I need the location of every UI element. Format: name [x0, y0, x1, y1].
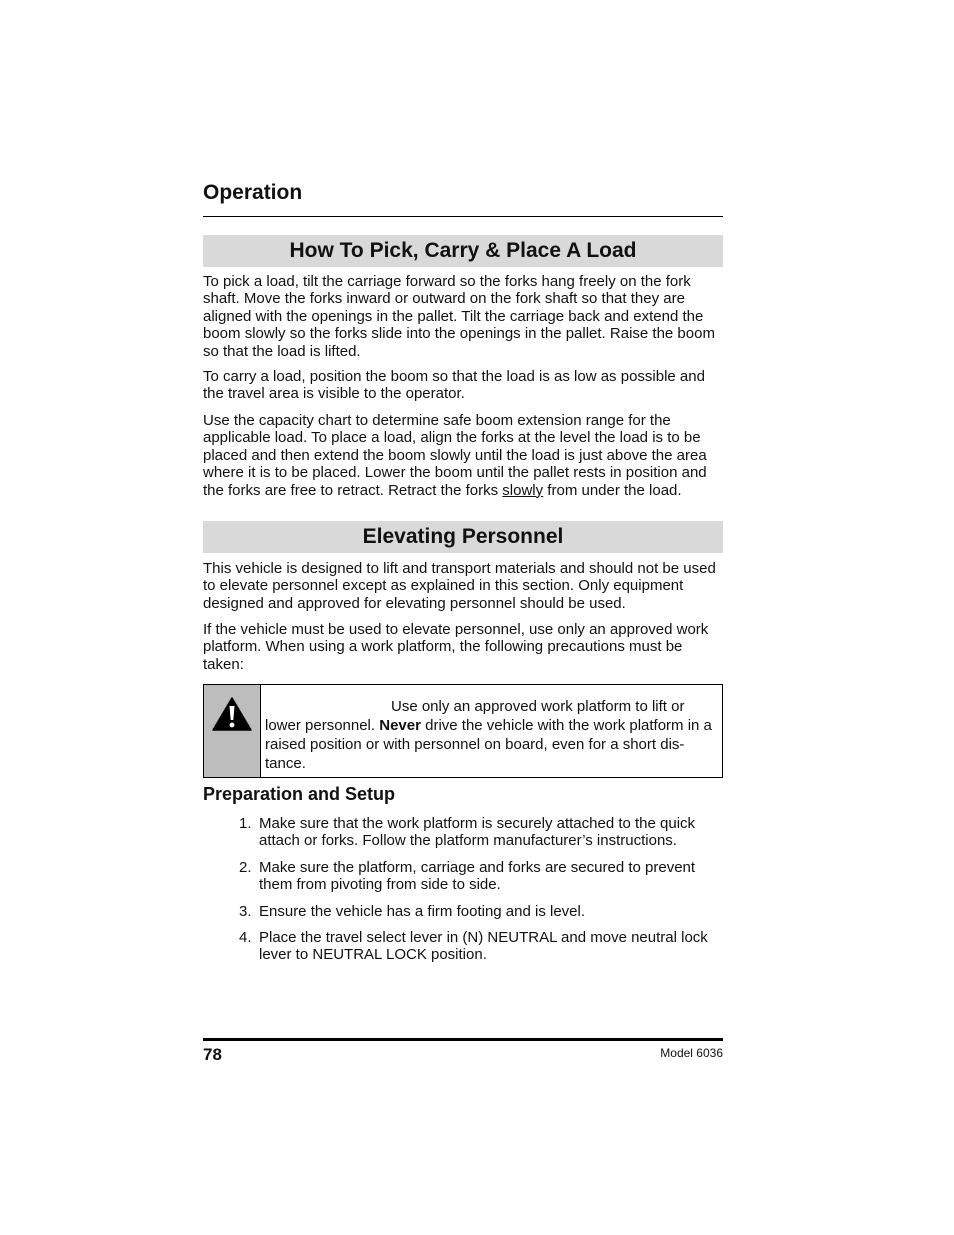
- step-text: Make sure the platform, carriage and forks are secured to prevent them from pivoting from side to side.: [259, 858, 696, 894]
- preparation-steps: [203, 815, 723, 973]
- pick-paragraph-3-text: Use the capacity chart to determine safe boom extension range for the applicable load. To place a load, align the forks at the level the load is to be placed and then extend the boom slowly until the load is just above the area where it is to be placed. Lower the boom until the pallet rests in position and the forks are free to retract. Retract the forks: [203, 412, 707, 499]
- chapter-title: Operation: [203, 181, 303, 204]
- warning-triangle-icon: [212, 697, 252, 731]
- pick-paragraph-3: [203, 412, 723, 499]
- page-number: 78: [203, 1045, 222, 1064]
- preparation-heading: Preparation and Setup: [203, 784, 396, 804]
- warning-icon-cell: [204, 685, 261, 777]
- footer-divider: [203, 1038, 723, 1041]
- slowly-emphasis: slowly: [502, 481, 544, 499]
- section-title-pick-carry-place: How To Pick, Carry & Place A Load: [203, 235, 723, 267]
- step-text: Make sure that the work platform is securely attached to the quick attach or forks. Follow the platform manufacturer’s instructions.: [259, 815, 696, 850]
- warning-box: [203, 684, 723, 778]
- step-number: 1.: [239, 815, 252, 832]
- warning-text: [265, 697, 717, 773]
- step-text: Place the travel select lever in (N) NEUTRAL and move neutral lock lever to NEUTRAL LOCK position.: [259, 929, 708, 964]
- step-text: Ensure the vehicle has a firm footing and is level.: [259, 902, 586, 920]
- step-number: 2.: [239, 858, 252, 876]
- chapter-divider: [203, 216, 723, 217]
- pick-paragraph-2: To carry a load, position the boom so that the load is as low as possible and the travel area is visible to the operator.: [203, 368, 705, 403]
- list-item: [203, 903, 723, 920]
- list-item: [203, 859, 723, 894]
- pick-paragraph-1: To pick a load, tilt the carriage forward so the forks hang freely on the fork shaft. Move the forks inward or outward on the fork shaft so that they are aligned with the openings in the pallet. Tilt the carriage back and extend the boom slowly so the forks slide into the openings in the pallet. Raise the boom so that the load is lifted.: [203, 273, 715, 360]
- never-emphasis: Never: [379, 717, 421, 734]
- list-item: [203, 929, 723, 964]
- list-item: [203, 815, 723, 850]
- warning-text-end: drive the vehicle with the work platform in a raised position or with personnel on board, even for a short dis-tance.: [265, 717, 712, 772]
- section-title-elevating-personnel: Elevating Personnel: [203, 521, 723, 553]
- step-number: 4.: [239, 929, 252, 947]
- step-number: 3.: [239, 902, 252, 920]
- pick-paragraph-3-end: from under the load.: [543, 481, 682, 499]
- elevating-paragraph-2: If the vehicle must be used to elevate personnel, use only an approved work platform. When using a work platform, the following precautions must be taken:: [203, 621, 709, 673]
- elevating-paragraph-1: This vehicle is designed to lift and transport materials and should not be used to elevate personnel except as explained in this section. Only equipment designed and approved for elevating personnel should be used.: [203, 560, 716, 612]
- model-label: Model 6036: [660, 1046, 723, 1060]
- warning-text-start: Use only an approved work platform to lift or lower personnel.: [265, 698, 685, 734]
